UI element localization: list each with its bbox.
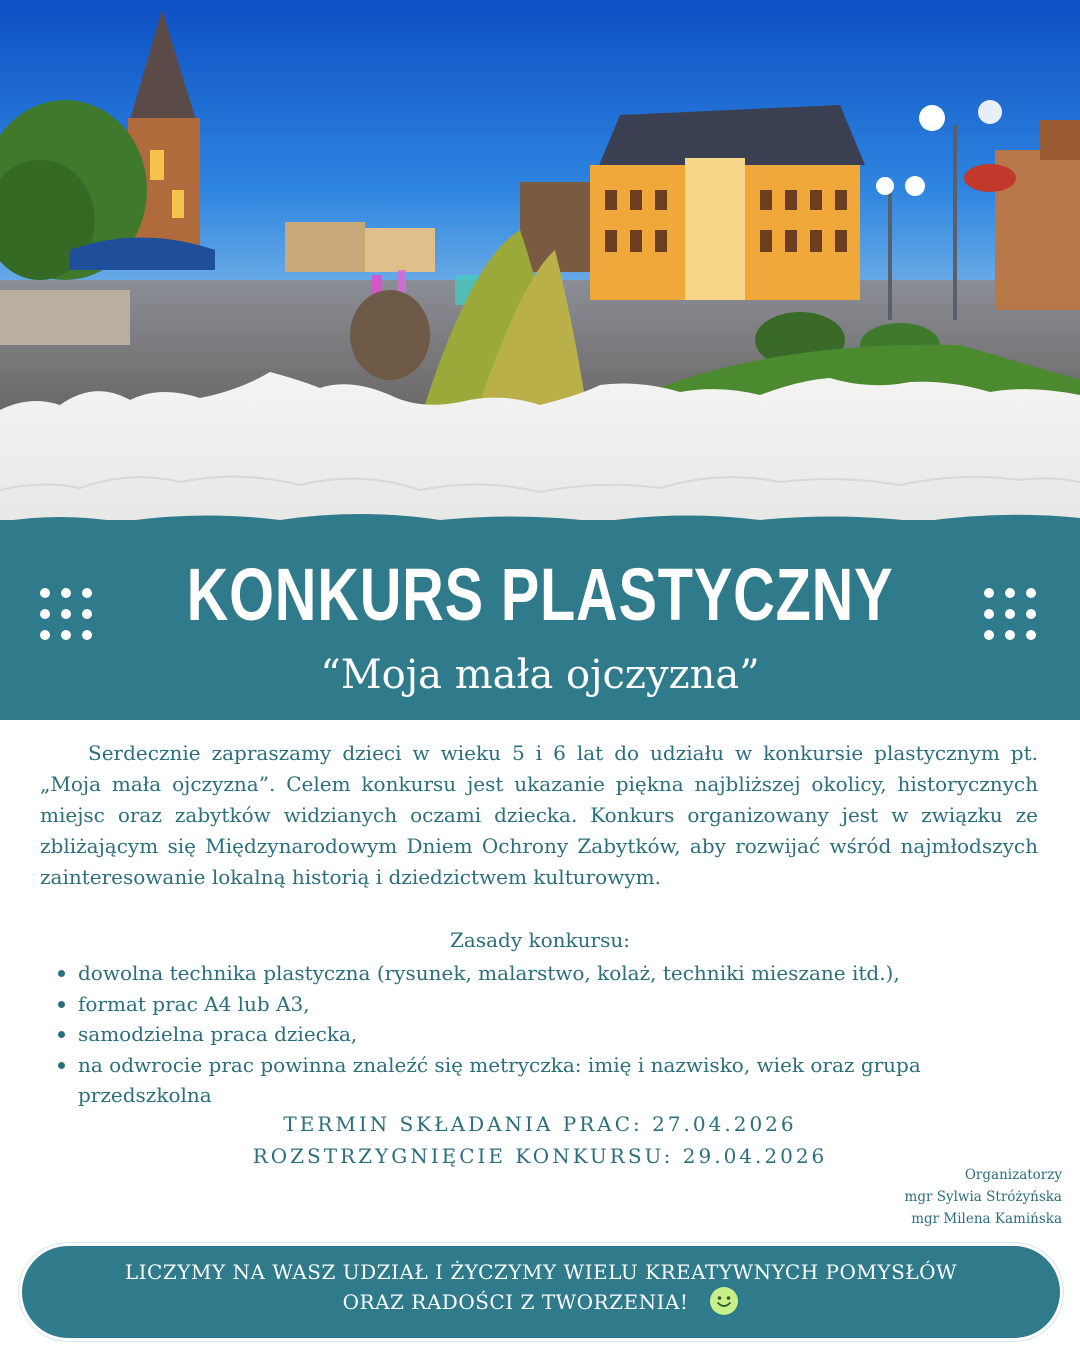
rule-item: dowolna technika plastyczna (rysunek, malarstwo, kolaż, techniki mieszane itd.),	[78, 958, 1018, 989]
dot-grid-icon	[40, 588, 96, 644]
intro-paragraph: Serdecznie zapraszamy dzieci w wieku 5 i 6 lat do udziału w konkursie plastycznym pt. „Moja mała ojczyzna”. Celem konkursu jest ukazanie piękna najbliższej okolicy, historycznych miejsc oraz zabytków widzianych oczami dziecka. Konkurs organizowany jest w związku ze zbliżającym się Międzynarodowym Dniem Ochrony Zabytków, aby rozwijać wśród najmłodszych zainteresowanie lokalną historią i dziedzictwem kulturowym.	[40, 741, 1038, 889]
rules-list	[78, 958, 1018, 1111]
footer-line-text: ORAZ RADOŚCI Z TWORZENIA!	[342, 1290, 689, 1314]
footer-line: LICZYMY NA WASZ UDZIAŁ I ŻYCZYMY WIELU KREATYWNYCH POMYSŁÓW	[124, 1260, 958, 1284]
town-square-photo	[0, 0, 1080, 540]
smiley-icon	[709, 1286, 739, 1316]
page-subtitle: “Moja mała ojczyzna”	[320, 652, 760, 698]
page-title: KONKURS PLASTYCZNY	[186, 553, 894, 636]
footer-line	[22, 1290, 1060, 1316]
submission-deadline: TERMIN SKŁADANIA PRAC: 27.04.2026	[283, 1112, 797, 1136]
organizers-label: Organizatorzy	[964, 1167, 1062, 1183]
rule-item: na odwrocie prac powinna znaleźć się metryczka: imię i nazwisko, wiek oraz grupa przedszkolna	[78, 1050, 1018, 1111]
rule-item: samodzielna praca dziecka,	[78, 1019, 1018, 1050]
results-date: ROZSTRZYGNIĘCIE KONKURSU: 29.04.2026	[252, 1144, 828, 1168]
rules-heading: Zasady konkursu:	[450, 928, 630, 952]
organizers	[905, 1164, 1062, 1230]
rule-item: format prac A4 lub A3,	[78, 989, 1018, 1020]
organizer-name: mgr Milena Kamińska	[911, 1211, 1062, 1227]
organizer-name: mgr Sylwia Stróżyńska	[904, 1189, 1062, 1205]
dot-grid-icon	[984, 588, 1040, 644]
